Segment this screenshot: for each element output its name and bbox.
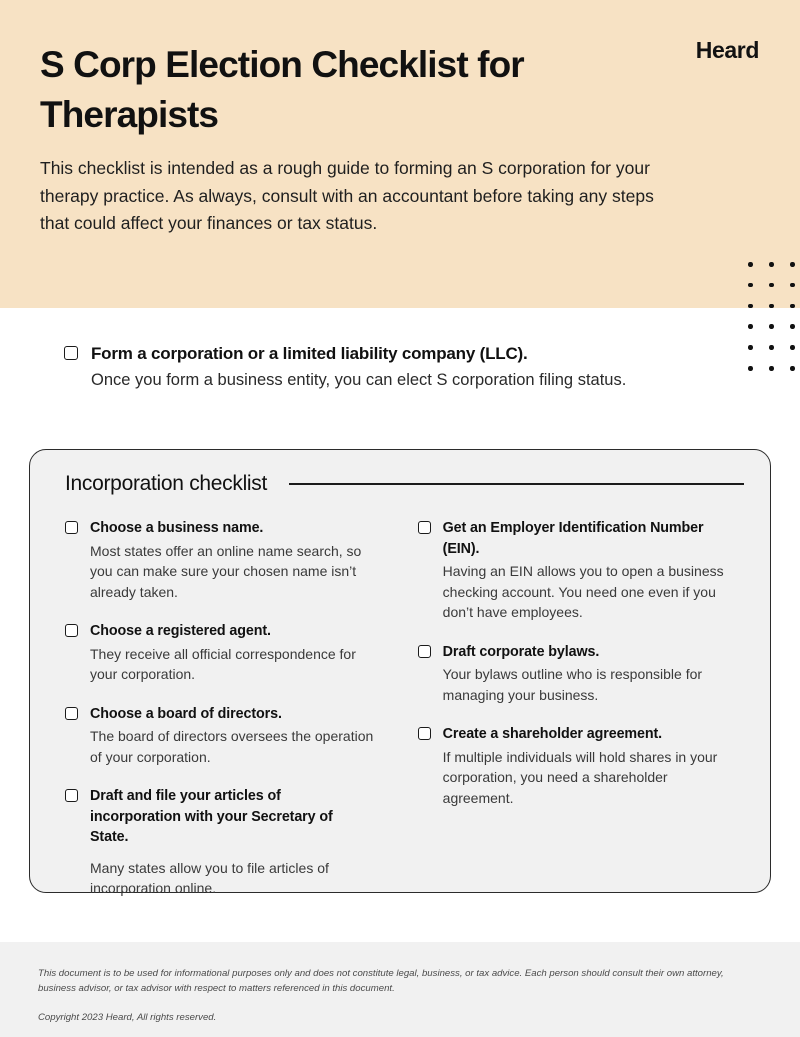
list-item-description: Many states allow you to file articles of incorporation online.: [90, 859, 329, 896]
checklist-item-description: Once you form a business entity, you can elect S corporation filing status.: [91, 371, 627, 389]
list-item-description: The board of directors oversees the operation of your corporation.: [90, 728, 374, 765]
dot: [790, 366, 795, 371]
list-item-title: Choose a board of directors.: [90, 705, 282, 722]
list-item: [65, 518, 374, 602]
list-item: [65, 786, 374, 899]
list-item-title: Create a shareholder agreement.: [442, 726, 663, 742]
card-header: [65, 472, 744, 496]
checkbox-shareholder-agreement[interactable]: [418, 727, 431, 740]
dot: [769, 345, 774, 350]
list-item-description: Having an EIN allows you to open a business checking account. You need one even if you don’t have employees.: [442, 563, 724, 620]
dot: [769, 262, 774, 267]
dot: [790, 324, 795, 329]
dot: [790, 283, 795, 288]
list-item-title: Draft and file your articles of incorporation with your Secretary of State.: [90, 788, 333, 845]
list-item: [418, 642, 740, 706]
dot: [748, 262, 753, 267]
heard-logo: Heard: [695, 37, 759, 63]
page-header: [0, 0, 800, 308]
list-item: [65, 704, 374, 768]
checklist-item-title: Form a corporation or a limited liability company (LLC).: [91, 344, 528, 363]
list-item: [418, 724, 740, 808]
checkbox-articles-of-incorporation[interactable]: [65, 789, 78, 802]
dot: [769, 366, 774, 371]
copyright-notice: Copyright 2023 Heard, All rights reserved.: [38, 1012, 217, 1023]
list-item-description: If multiple individuals will hold shares in your corporation, you need a shareholder agreement.: [442, 748, 718, 806]
checklist-item-form-entity: [64, 342, 704, 393]
dot: [790, 262, 795, 267]
checkbox-registered-agent[interactable]: [65, 624, 78, 637]
list-item-description: They receive all official correspondence for your corporation.: [90, 645, 356, 682]
incorporation-checklist-card: [29, 449, 771, 896]
list-item-description: Most states offer an online name search, so you can make sure your chosen name isn’t already taken.: [90, 542, 362, 600]
checkbox-business-name[interactable]: [65, 521, 78, 534]
list-item-title: Draft corporate bylaws.: [442, 643, 600, 660]
list-item-title: Get an Employer Identification Number (EIN).: [442, 520, 704, 557]
checklist-columns: [65, 518, 740, 899]
page-title: S Corp Election Checklist for Therapists: [40, 44, 524, 135]
dot: [748, 304, 753, 309]
dot: [748, 324, 753, 329]
dot: [790, 345, 795, 350]
dot: [769, 283, 774, 288]
card-heading: Incorporation checklist: [65, 472, 268, 495]
checkbox-board-of-directors[interactable]: [65, 707, 78, 720]
list-item: [65, 621, 374, 685]
checkbox-ein[interactable]: [418, 521, 431, 534]
page-footer: [0, 942, 800, 1037]
list-item: [418, 518, 740, 623]
dot: [748, 366, 753, 371]
list-item-title: Choose a business name.: [90, 520, 264, 536]
checklist-left-column: [65, 518, 374, 899]
decorative-dot-grid-icon: [748, 262, 800, 374]
dot: [769, 324, 774, 329]
list-item-title: Choose a registered agent.: [90, 623, 271, 639]
legal-disclaimer: This document is to be used for informational purposes only and does not constitute legal, business, or tax advice. Each person should consult their own attorney, business advisor, or tax advisor with respect to matters referenced in this document.: [38, 968, 724, 994]
checkbox-form-entity[interactable]: [64, 346, 78, 360]
dot: [748, 345, 753, 350]
checkbox-corporate-bylaws[interactable]: [418, 645, 431, 658]
page-subtitle: This checklist is intended as a rough guide to forming an S corporation for your therapy practice. As always, consult with an accountant before taking any steps that could affect your finances or tax status.: [40, 158, 654, 233]
dot: [769, 304, 774, 309]
checklist-right-column: [418, 518, 740, 899]
dot: [790, 304, 795, 309]
header-divider: [289, 483, 744, 485]
list-item-description: Your bylaws outline who is responsible for managing your business.: [442, 666, 703, 703]
dot: [748, 283, 753, 288]
